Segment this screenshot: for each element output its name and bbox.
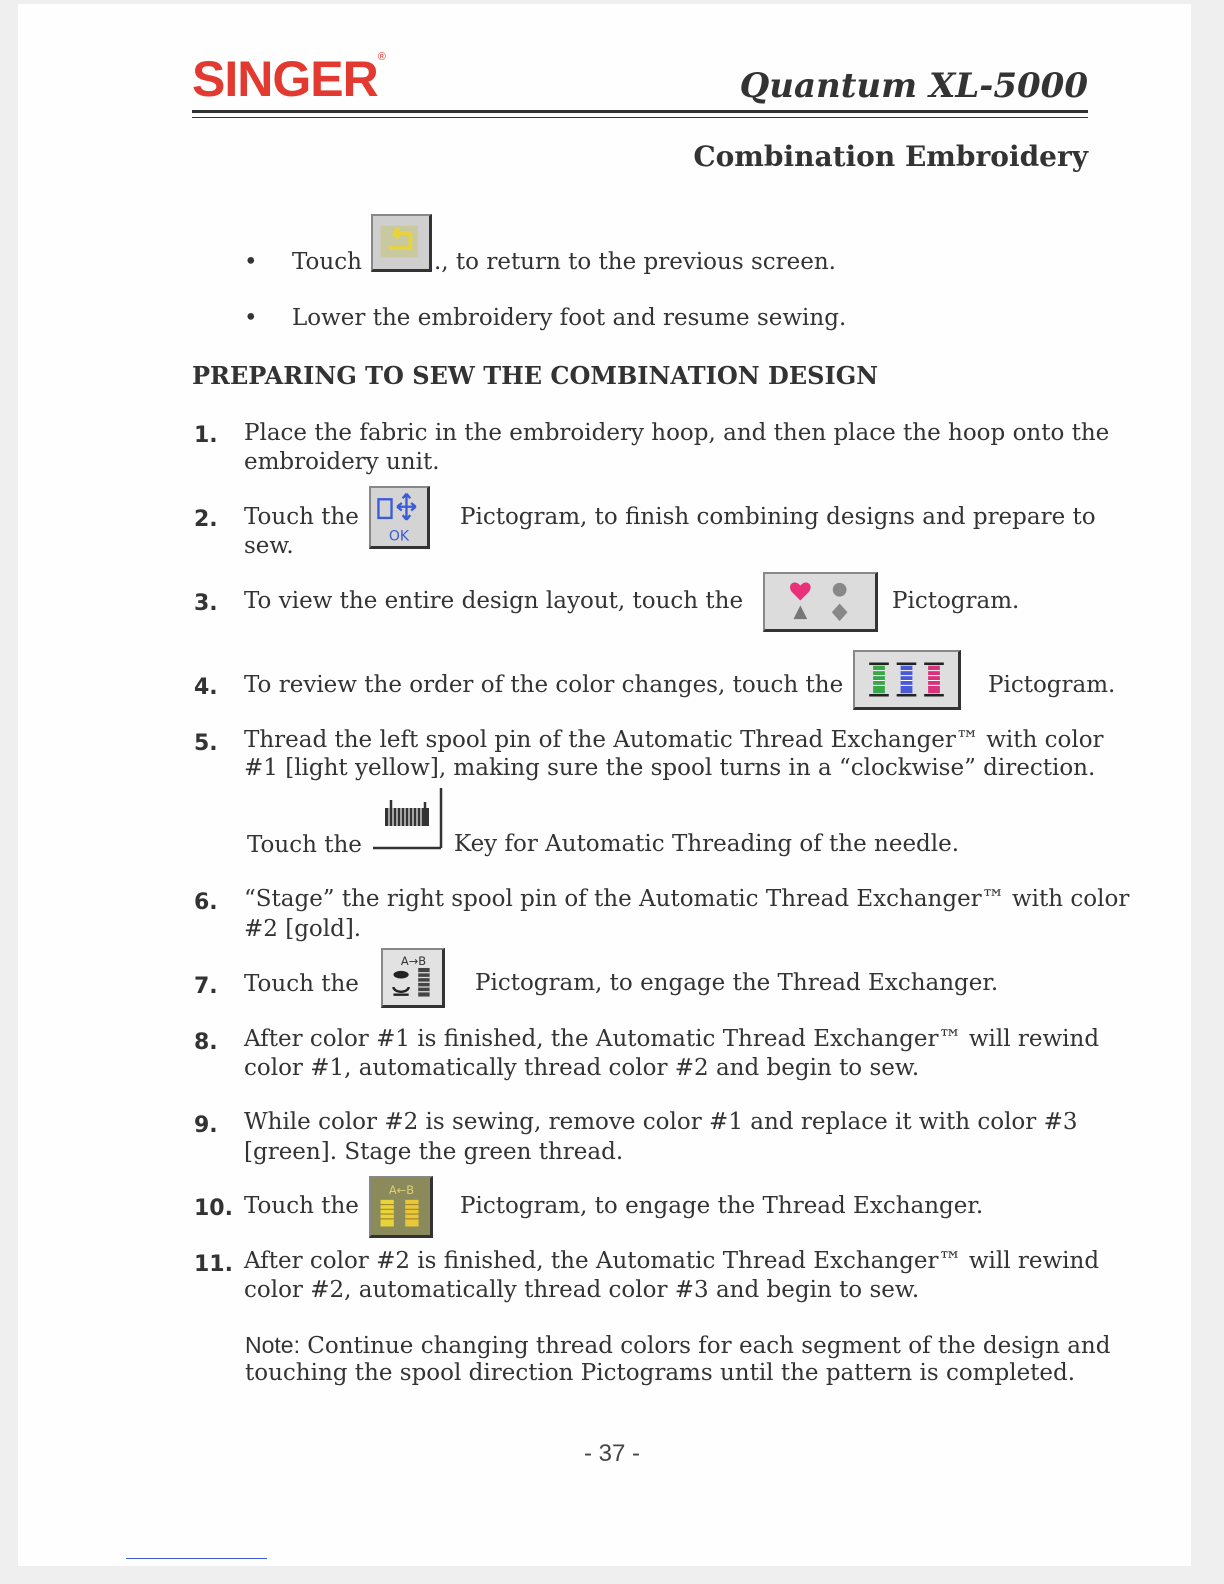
step-number: 10. — [194, 1196, 233, 1221]
step-text-after: Pictogram, to engage the Thread Exchanger. — [460, 1193, 984, 1219]
step-text-before: Touch the — [244, 971, 359, 997]
step-text: Place the fabric in the embroidery hoop, and then place the hoop onto the — [244, 420, 1110, 446]
ok-move-icon[interactable] — [369, 486, 430, 549]
step-number: 3. — [194, 591, 218, 616]
color-order-icon[interactable] — [853, 650, 961, 710]
step-number: 9. — [194, 1113, 218, 1138]
step-text: “Stage” the right spool pin of the Automatic Thread Exchanger™ with color — [244, 886, 1130, 912]
step-text-after: Pictogram, to finish combining designs and prepare to — [460, 504, 1096, 530]
section-title: Combination Embroidery — [693, 140, 1088, 173]
step-text-before: To view the entire design layout, touch the — [244, 588, 744, 614]
step-text: [green]. Stage the green thread. — [244, 1139, 624, 1165]
step-text-before: Touch the — [244, 1193, 359, 1219]
step-text: While color #2 is sewing, remove color #1 and replace it with color #3 — [244, 1109, 1078, 1135]
note-text — [245, 1332, 1110, 1359]
step-number: 2. — [194, 507, 218, 532]
brand-logo: SINGER® — [192, 51, 385, 107]
exchanger-icon-label: A→B — [400, 954, 427, 969]
step-number: 1. — [194, 423, 218, 448]
step-number: 4. — [194, 675, 218, 700]
bullet-text-before: Touch — [292, 249, 362, 275]
bullet-text-after: ., to return to the previous screen. — [434, 249, 836, 275]
procedure-heading: PREPARING TO SEW THE COMBINATION DESIGN — [192, 361, 879, 390]
header-rule-thin — [192, 117, 1088, 118]
note-line1: Continue changing thread colors for each segment of the design and — [307, 1333, 1111, 1359]
step-text-before: To review the order of the color changes, touch the — [244, 672, 844, 698]
design-layout-icon[interactable] — [763, 572, 878, 632]
return-arrow-icon[interactable] — [371, 214, 432, 272]
auto-thread-key-icon[interactable] — [371, 786, 443, 852]
step-subtext-after: Key for Automatic Threading of the needle. — [454, 831, 960, 857]
header-rule — [192, 110, 1088, 113]
step-text: #1 [light yellow], making sure the spool turns in a “clockwise” direction. — [244, 755, 1096, 781]
step-number: 8. — [194, 1030, 218, 1055]
thread-exchanger-reverse-icon[interactable] — [369, 1176, 433, 1238]
ok-icon-label: OK — [388, 528, 410, 545]
step-text-after: Pictogram. — [988, 672, 1116, 698]
step-text-after: Pictogram, to engage the Thread Exchanger. — [475, 970, 999, 996]
note-label: Note: — [245, 1332, 300, 1358]
step-text: color #2, automatically thread color #3 and begin to sew. — [244, 1277, 920, 1303]
step-number: 5. — [194, 731, 218, 756]
bullet-dot: • — [244, 249, 258, 275]
page-number: - 37 - — [583, 1440, 640, 1467]
exchanger-reverse-icon-label: A←B — [388, 1183, 415, 1198]
step-text: After color #1 is finished, the Automatic Thread Exchanger™ will rewind — [244, 1026, 1100, 1052]
step-text-before: Touch the — [244, 504, 359, 530]
step-subtext-before: Touch the — [247, 832, 362, 858]
step-number: 11. — [194, 1252, 233, 1277]
model-name: Quantum XL-5000 — [739, 66, 1088, 106]
step-text-after: Pictogram. — [892, 588, 1020, 614]
note-line2: touching the spool direction Pictograms until the pattern is completed. — [245, 1360, 1076, 1386]
thread-exchanger-icon[interactable] — [381, 948, 445, 1008]
step-number: 6. — [194, 890, 218, 915]
bullet-dot: • — [244, 305, 258, 331]
step-text: After color #2 is finished, the Automatic Thread Exchanger™ will rewind — [244, 1248, 1100, 1274]
step-text: sew. — [244, 533, 294, 559]
step-text: #2 [gold]. — [244, 916, 362, 942]
step-number: 7. — [194, 974, 218, 999]
step-text: color #1, automatically thread color #2 and begin to sew. — [244, 1055, 920, 1081]
step-text: embroidery unit. — [244, 449, 440, 475]
footer-link-underline — [126, 1558, 267, 1559]
bullet-text: Lower the embroidery foot and resume sewing. — [292, 305, 847, 331]
step-text: Thread the left spool pin of the Automatic Thread Exchanger™ with color — [244, 727, 1104, 753]
